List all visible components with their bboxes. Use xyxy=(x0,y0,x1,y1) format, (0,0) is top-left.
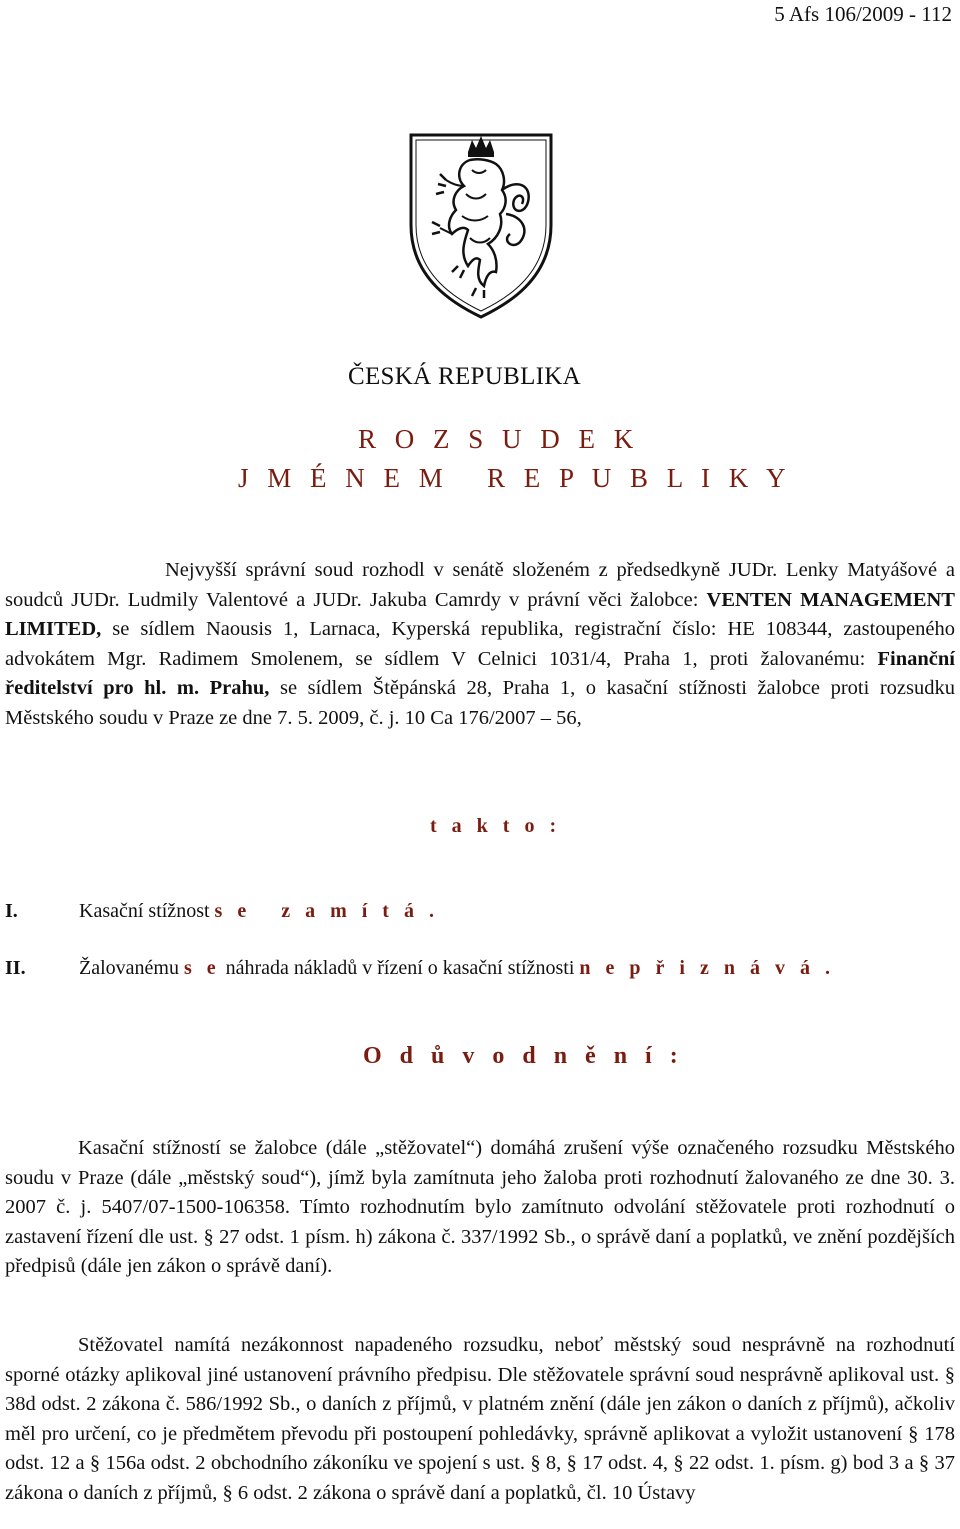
verdict-number: II. xyxy=(5,957,26,979)
verdict-text-before: Žalovanému xyxy=(79,957,184,979)
reasoning-paragraph-1: Kasační stížností se žalobce (dále „stěžovatel“) domáhá zrušení výše označeného rozsudku Městského soudu v Praze (dále „městský soud“), jímž byla zamítnuta jeho žaloba proti rozhodnutí žalovaného ze dne 30. 3. 2007 č. j. 5407/07-1500-106358. Tímto rozhodnutím bylo zamítnuto odvolání stěžovatele proti rozhodnutí o zastavení řízení dle ust. § 27 odst. 1 písm. h) zákona č. 337/1992 Sb., o správě daní a poplatků, ve znění pozdějších předpisů (dále jen zákon o správě daní). xyxy=(5,1137,955,1277)
verdict-decision: n e p ř i z n á v á . xyxy=(579,957,835,979)
verdict-se: s e xyxy=(183,957,221,979)
case-reference: 5 Afs 106/2009 - 112 xyxy=(774,2,952,26)
reasoning-heading: O d ů v o d n ě n í : xyxy=(363,1043,684,1069)
judgment-subtitle: J M É N E M R E P U B L I K Y xyxy=(238,463,792,493)
country-heading: ČESKÁ REPUBLIKA xyxy=(348,363,581,390)
verdict-number: I. xyxy=(5,900,18,922)
czech-coat-of-arms-icon xyxy=(406,130,556,320)
verdict-decision: s e z a m í t á . xyxy=(214,900,439,922)
verdict-text xyxy=(79,900,439,923)
verdict-text-before: Kasační stížnost xyxy=(79,900,215,922)
verdict-text xyxy=(79,957,835,980)
intro-paragraph xyxy=(5,556,955,733)
intro-text-2: se sídlem Naousis 1, Larnaca, Kyperská republika, registrační číslo: HE 108344, zastoupeného advokátem Mgr. Radimem Smolenem, se sídlem V Celnici 1031/4, Praha 1, proti žalovanému: xyxy=(5,618,955,670)
judgment-title: R O Z S U D E K xyxy=(358,424,640,454)
plaintiff-name: VENTEN MANAGEMENT LIMITED, xyxy=(5,588,955,640)
defendant-name: Finanční ředitelství pro hl. m. Prahu, xyxy=(5,647,955,699)
reasoning-paragraph-2: Stěžovatel namítá nezákonnost napadeného rozsudku, neboť městský soud nesprávně na rozhodnutí sporné otázky aplikoval jiné ustanovení právního předpisu. Dle stěžovatele správní soud nesprávně aplikoval ust. § 38d odst. 2 zákona č. 586/1992 Sb., o daních z příjmů, v platném znění (dále jen zákon o daních z příjmů), ačkoliv měl pro určení, co je předmětem převodu při postoupení pohledávky, správně aplikovat a vyložit ustanovení § 178 odst. 12 a § 156a odst. 2 obchodního zákoníku ve spojení s ust. § 8, § 17 odst. 4, § 22 odst. 1. písm. g) bod 3 a § 37 zákona o daních z příjmů, § 6 odst. 2 zákona o správě daní a poplatků, čl. 10 Ústavy xyxy=(5,1334,955,1504)
intro-text-3: se sídlem Štěpánská 28, Praha 1, o kasační stížnosti žalobce proti rozsudku Městského soudu v Praze ze dne 7. 5. 2009, č. j. 10 Ca 176/2007 – 56, xyxy=(5,677,955,729)
verdict-text-after: náhrada nákladů v řízení o kasační stížnosti xyxy=(220,957,580,979)
takto-heading: t a k t o : xyxy=(430,815,562,837)
intro-text-1: Nejvyšší správní soud rozhodl v senátě složeném z předsedkyně JUDr. Lenky Matyášové a soudců JUDr. Ludmily Valentové a JUDr. Jakuba Camrdy v právní věci žalobce: xyxy=(5,559,955,611)
